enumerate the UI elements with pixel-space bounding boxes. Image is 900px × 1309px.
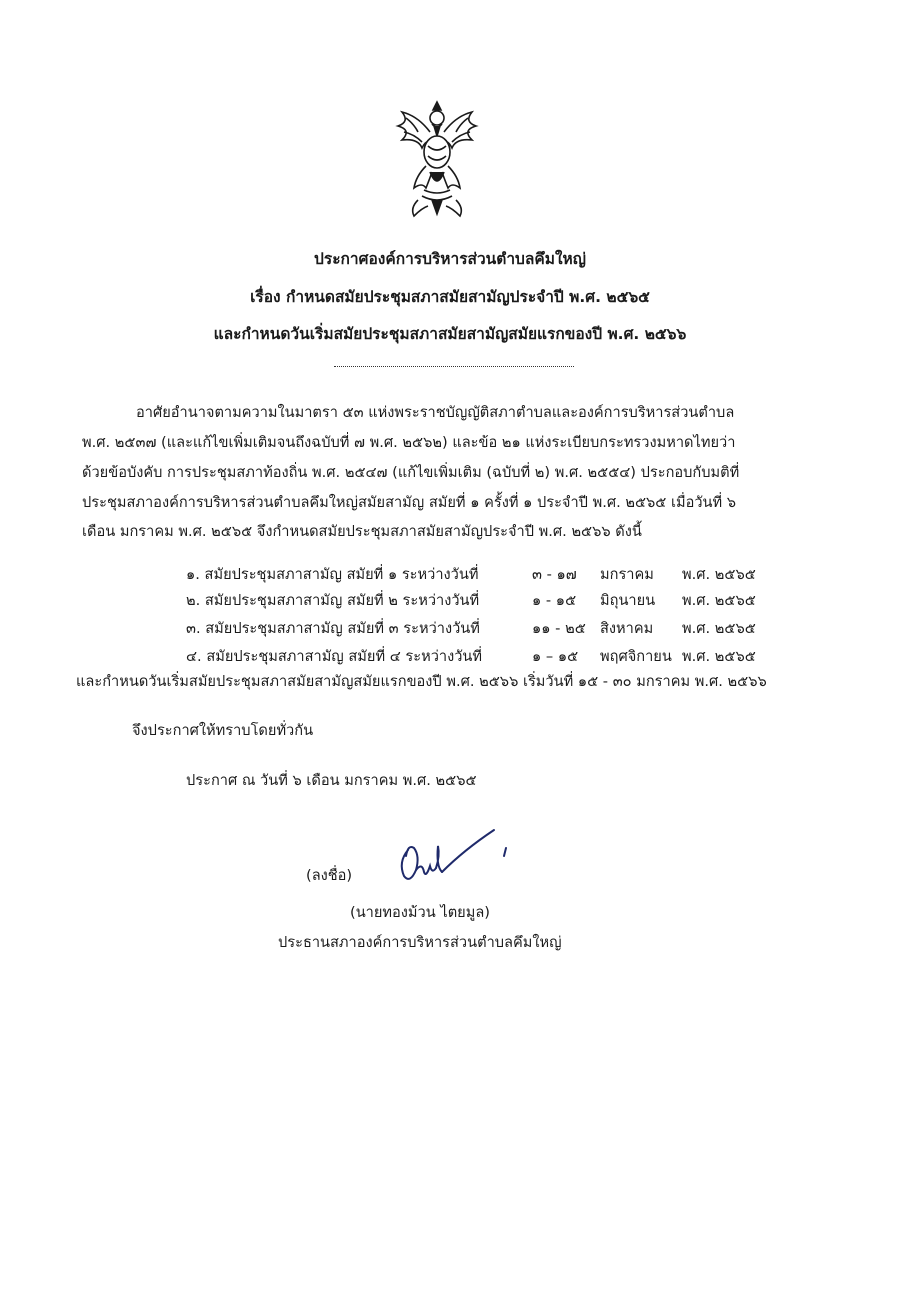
body-line-2: พ.ศ. ๒๕๓๗ (และแก้ไขเพิ่มเติมจนถึงฉบับที่ ๗ พ.ศ. ๒๕๖๒) และข้อ ๒๑ แห่งระเบียบกระทรวงมหาดไทยว่า	[82, 434, 736, 451]
first-session-line: และกำหนดวันเริ่มสมัยประชุมสภาสมัยสามัญสมัยแรกของปี พ.ศ. ๒๕๖๖ เริ่มวันที่ ๑๕ - ๓๐ มกราคม พ.ศ. ๒๕๖๖	[76, 673, 767, 690]
session-month: สิงหาคม	[600, 620, 654, 637]
session-dates: ๑๑ - ๒๕	[532, 620, 586, 637]
signer-position: ประธานสภาองค์การบริหารส่วนตำบลคึมใหญ่	[278, 934, 562, 951]
session-month: มิถุนายน	[600, 592, 656, 609]
session-year: พ.ศ. ๒๕๖๕	[682, 592, 756, 609]
document-title: ประกาศองค์การบริหารส่วนตำบลคึมใหญ่	[314, 250, 586, 268]
body-line-5: เดือน มกราคม พ.ศ. ๒๕๖๕ จึงกำหนดสมัยประชุมสภาสมัยสามัญประจำปี พ.ศ. ๒๕๖๖ ดังนี้	[82, 523, 642, 540]
body-line-1: อาศัยอำนาจตามความในมาตรา ๕๓ แห่งพระราชบัญญัติสภาตำบลและองค์การบริหารส่วนตำบล	[136, 404, 735, 421]
announce-line: จึงประกาศให้ทราบโดยทั่วกัน	[132, 722, 314, 739]
session-year: พ.ศ. ๒๕๖๕	[682, 620, 756, 637]
session-label: ๒. สมัยประชุมสภาสามัญ สมัยที่ ๒ ระหว่างวันที่	[186, 592, 480, 609]
announce-date: ประกาศ ณ วันที่ ๖ เดือน มกราคม พ.ศ. ๒๕๖๕	[186, 772, 477, 789]
document-subject-line-2: และกำหนดวันเริ่มสมัยประชุมสภาสมัยสามัญสมัยแรกของปี พ.ศ. ๒๕๖๖	[213, 325, 687, 343]
session-dates: ๓ - ๑๗	[532, 566, 577, 583]
body-line-3: ด้วยข้อบังคับ การประชุมสภาท้องถิ่น พ.ศ. ๒๕๔๗ (แก้ไขเพิ่มเติม (ฉบับที่ ๒) พ.ศ. ๒๕๕๔) ประกอบกับมติที่	[82, 464, 740, 481]
session-year: พ.ศ. ๒๕๖๕	[682, 566, 756, 583]
garuda-emblem-icon	[388, 96, 486, 220]
session-year: พ.ศ. ๒๕๖๕	[682, 648, 756, 665]
handwritten-signature-icon	[394, 826, 516, 890]
signer-name: (นายทองม้วน ไตยมูล)	[350, 904, 490, 921]
session-month: พฤศจิกายน	[600, 648, 672, 665]
session-label: ๓. สมัยประชุมสภาสามัญ สมัยที่ ๓ ระหว่างวันที่	[186, 620, 480, 637]
session-label: ๑. สมัยประชุมสภาสามัญ สมัยที่ ๑ ระหว่างวันที่	[186, 566, 479, 583]
document-subject: เรื่อง กำหนดสมัยประชุมสภาสมัยสามัญประจำปี พ.ศ. ๒๕๖๕	[250, 288, 650, 306]
session-dates: ๑ - ๑๕	[532, 592, 577, 609]
session-dates: ๑ – ๑๕	[532, 648, 579, 665]
session-month: มกราคม	[600, 566, 654, 583]
body-line-4: ประชุมสภาองค์การบริหารส่วนตำบลคึมใหญ่สมัยสามัญ สมัยที่ ๑ ครั้งที่ ๑ ประจำปี พ.ศ. ๒๕๖๕ เมื่อวันที่ ๖	[82, 494, 737, 511]
sign-label: (ลงชื่อ)	[306, 867, 353, 884]
session-label: ๔. สมัยประชุมสภาสามัญ สมัยที่ ๔ ระหว่างวันที่	[186, 648, 483, 665]
title-divider	[334, 366, 574, 367]
